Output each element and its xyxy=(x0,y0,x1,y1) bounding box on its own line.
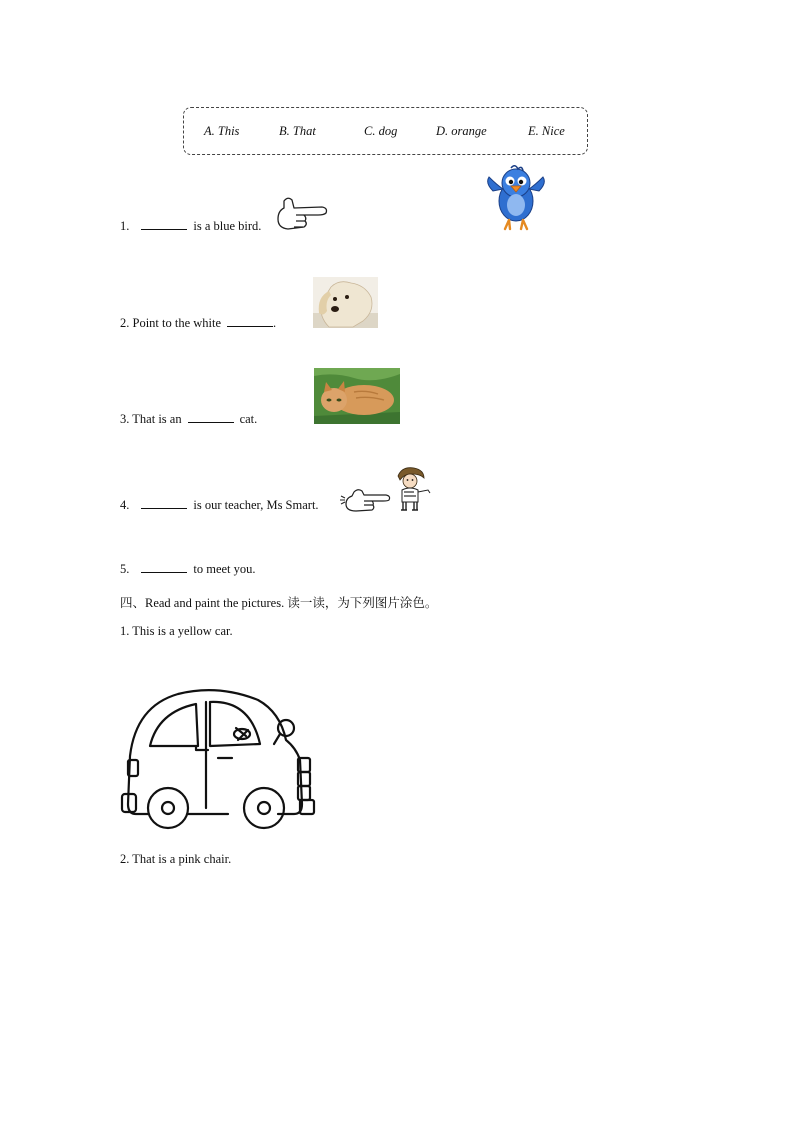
teacher-girl-icon xyxy=(390,466,434,512)
question-number: 1. xyxy=(120,219,130,233)
question-text-after: is our teacher, Ms Smart. xyxy=(193,498,319,512)
question-number: 3. xyxy=(120,412,130,426)
section-4-heading: 四、Read and paint the pictures. 读一读，为下列图片涂色。 xyxy=(120,596,438,610)
question-text-before: Point to the white xyxy=(132,316,222,330)
question-1 xyxy=(120,218,261,234)
question-2 xyxy=(120,315,276,331)
white-dog-photo xyxy=(313,277,378,328)
answer-blank[interactable] xyxy=(188,411,234,423)
answer-blank[interactable] xyxy=(141,497,187,509)
option-a: A. This xyxy=(204,124,240,138)
question-text-before: That is an xyxy=(132,412,182,426)
question-number: 5. xyxy=(120,562,130,576)
question-number: 2. xyxy=(120,316,130,330)
option-d: D. orange xyxy=(436,124,487,138)
pointing-hand-icon xyxy=(340,486,392,514)
bird-icon xyxy=(485,163,547,233)
question-text-after: cat. xyxy=(239,412,258,426)
question-text-after: . xyxy=(273,316,277,330)
car-outline-icon[interactable] xyxy=(118,686,322,836)
orange-cat-photo xyxy=(314,368,400,424)
question-text-after: is a blue bird. xyxy=(193,219,262,233)
answer-blank[interactable] xyxy=(227,315,273,327)
answer-blank[interactable] xyxy=(141,561,187,573)
word-bank-box xyxy=(183,107,588,155)
question-5 xyxy=(120,561,256,577)
question-4 xyxy=(120,497,319,513)
option-b: B. That xyxy=(279,124,316,138)
paint-item-1: 1. This is a yellow car. xyxy=(120,624,233,638)
question-3 xyxy=(120,411,257,427)
paint-item-2: 2. That is a pink chair. xyxy=(120,852,232,866)
option-c: C. dog xyxy=(364,124,398,138)
question-text-after: to meet you. xyxy=(193,562,256,576)
pointing-hand-icon xyxy=(274,193,330,233)
question-number: 4. xyxy=(120,498,130,512)
option-e: E. Nice xyxy=(528,124,565,138)
answer-blank[interactable] xyxy=(141,218,187,230)
